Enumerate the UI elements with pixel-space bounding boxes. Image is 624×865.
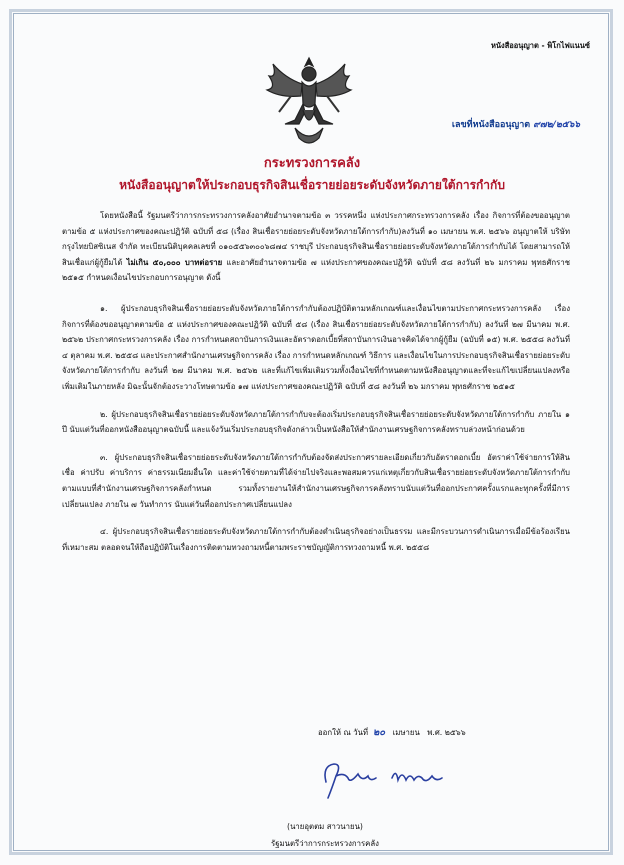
intro-end-text: และอาศัยอำนาจตามข้อ ๗ แห่งประกาศของคณะปฏิวัติ ฉบับที่ ๕๘ ลงวันที่ ๒๖ มกราคม พุทธศักราช ๒๕๑๕ กำหนดเงื่อนไขประกอบการอนุญาต ดังนี้ <box>62 257 570 283</box>
document-title: หนังสืออนุญาตให้ประกอบธุรกิจสินเชื่อรายย่อยระดับจังหวัดภายใต้การกำกับ <box>119 178 505 192</box>
condition-2: ๒. ผู้ประกอบธุรกิจสินเชื่อรายย่อยระดับจังหวัดภายใต้การกำกับจะต้องเริ่มประกอบธุรกิจสินเชื่อรายย่อยระดับจังหวัดภายใต้การกำกับ ภายใน ๑ ปี นับแต่วันที่ออกหนังสืออนุญาตฉบับนี้ และแจ้งวันเริ่มประกอบธุรกิจดังกล่าวเป็นหนังสือให้สำนักงานเศรษฐกิจการคลังทราบล่วงหน้าก่อนด้วย <box>62 409 570 435</box>
intro-text: โดยหนังสือนี้ รัฐมนตรีว่าการกระทรวงการคลังอาศัยอำนาจตามข้อ ๓ วรรคหนึ่ง แห่งประกาศกระทรวงการคลัง เรื่อง กิจการที่ต้องขออนุญาตตามข้อ ๕ แห่งประกาศของคณะปฏิวัติ ฉบับที่ ๕๘ (เรื่อง สินเชื่อรายย่อยระดับจังหวัดภายใต้การกำกับ)ลงวันที่ ๑๐ เมษายน พ.ศ. ๒๕๖๖ อนุญาตให้ บริษัท กรุงไทยบิสซิเนส จำกัด ทะเบียนนิติบุคคลเลขที่ ๐๑๐๕๕๖๓๐๐๖๘๗๔ ราชบุรี ประกอบธุรกิจสินเชื่อรายย่อยระดับจังหวัดภายใต้การกำกับได้ โดยสามารถให้สินเชื่อแก่ผู้กู้ยืมได้ <box>62 211 570 267</box>
issue-date <box>318 725 466 740</box>
ministry-heading: กระทรวงการคลัง <box>263 156 361 171</box>
loan-limit-text: ไม่เกิน ๕๐,๐๐๐ บาทต่อราย <box>126 257 223 267</box>
handwritten-signature <box>318 752 448 802</box>
signer-position: รัฐมนตรีว่าการกระทรวงการคลัง <box>271 839 379 848</box>
issue-year: พ.ศ. ๒๕๖๖ <box>427 728 466 737</box>
license-number-line <box>452 117 580 131</box>
license-number-label: เลขที่หนังสืออนุญาต <box>451 120 531 130</box>
issue-date-prefix: ออกให้ ณ วันที่ <box>318 728 369 737</box>
issue-day: ๒๐ <box>373 727 386 738</box>
condition-4: ๔. ผู้ประกอบธุรกิจสินเชื่อรายย่อยระดับจังหวัดภายใต้การกำกับต้องดำเนินธุรกิจอย่างเป็นธรรม และมีกระบวนการดำเนินการเมื่อมีข้อร้องเรียนที่เหมาะสม ตลอดจนให้ถือปฏิบัติในเรื่องการติดตามทวงถามหนี้ตามพระราชบัญญัติการทวงถามหนี้ พ.ศ. ๒๕๕๘ <box>62 527 570 552</box>
issue-month: เมษายน <box>392 728 420 737</box>
license-number-value: ๙๗๒/๒๕๖๖ <box>533 120 580 130</box>
signer-name: (นายอุตตม สาวนายน) <box>287 822 363 831</box>
condition-3: ๓. ผู้ประกอบธุรกิจสินเชื่อรายย่อยระดับจังหวัดภายใต้การกำกับต้องจัดส่งประกาศรายละเอียดเกี่ยวกับอัตราดอกเบี้ย อัตราค่าใช้จ่ายการให้สินเชื่อ ค่าปรับ ค่าบริการ ค่าธรรมเนียมอื่นใด และค่าใช้จ่ายตามที่ได้จ่ายไปจริงและพอสมควรแก่เหตุเกี่ยวกับสินเชื่อรายย่อยระดับจังหวัดภายใต้การกำกับตามแบบที่สำนักงานเศรษฐกิจการคลังกำหนด รวมทั้งรายงานให้สำนักงานเศรษฐกิจการคลังทราบนับแต่วันที่ออกประกาศครั้งแรกและทุกครั้งที่มีการเปลี่ยนแปลง ภายใน ๗ วันทำการ นับแต่วันที่ออกประกาศเปลี่ยนแปลง <box>62 452 570 509</box>
garuda-emblem-icon <box>255 54 363 154</box>
condition-1: ๑. ผู้ประกอบธุรกิจสินเชื่อรายย่อยระดับจังหวัดภายใต้การกำกับต้องปฏิบัติตามหลักเกณฑ์และเงื่อนไขตามประกาศกระทรวงการคลัง เรื่อง กิจการที่ต้องขออนุญาตตามข้อ ๕ แห่งประกาศของคณะปฏิวัติ ฉบับที่ ๕๘ (เรื่อง สินเชื่อรายย่อยระดับจังหวัดภายใต้การกำกับ) ลงวันที่ ๒๗ มีนาคม พ.ศ. ๒๕๖๒ ประกาศกระทรวงการคลัง เรื่อง การกำหนดสถาบันการเงินและอัตราดอกเบี้ยที่สถาบันการเงินอาจคิดได้จากผู้กู้ยืม (ฉบับที่ ๑๕) พ.ศ. ๒๕๕๘ ลงวันที่ ๔ ตุลาคม พ.ศ. ๒๕๕๘ และประกาศสำนักงานเศรษฐกิจการคลัง เรื่อง การกำหนดหลักเกณฑ์ วิธีการ และเงื่อนไขในการประกอบธุรกิจสินเชื่อรายย่อยระดับจังหวัดภายใต้การกำกับ ลงวันที่ ๒๗ มีนาคม พ.ศ. ๒๕๖๒ และที่แก้ไขเพิ่มเติมรวมทั้งเงื่อนไขที่กำหนดตามหนังสืออนุญาตและที่จะแก้ไขเปลี่ยนแปลงหรือเพิ่มเติมในภายหลัง มิฉะนั้นจักต้องระวางโทษตามข้อ ๑๗ แห่งประกาศของคณะปฏิวัติ ฉบับที่ ๕๘ ลงวันที่ ๒๖ มกราคม พุทธศักราช ๒๕๑๕ <box>62 303 570 391</box>
document-type-note: หนังสืออนุญาต - พิโกไฟแนนซ์ <box>490 41 590 50</box>
intro-paragraph <box>62 208 570 286</box>
license-body <box>62 208 570 567</box>
